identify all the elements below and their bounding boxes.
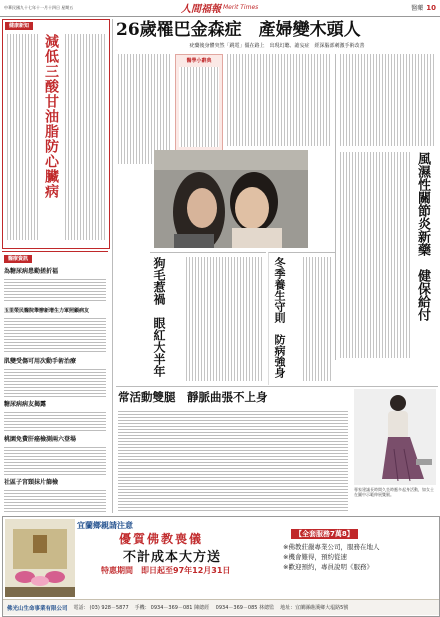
article-text-lines	[184, 257, 264, 381]
subhead-text: 疣藥後身體突然「跳電」僵在路上 出現幻聽、譫妄症 經深腦部刺激手術改善	[189, 43, 365, 49]
news-item-title: 為糖尿病患勤搓折福	[4, 268, 59, 275]
veins-headline: 常活動雙腿 靜脈曲張不上身	[118, 390, 268, 404]
dog-story	[150, 252, 266, 385]
news-item-title: 糖尿病病友揭露	[4, 401, 47, 408]
news-item-title: 社區子宮頸抹片篩檢	[4, 479, 59, 486]
article-text-lines	[5, 34, 39, 240]
news-item-title: 肌變受傷可用次動手術治療	[4, 358, 77, 365]
ad-footer-mobile: 0934－369－081 陳總經 0934－369－085 林總監	[150, 605, 275, 611]
section-label	[411, 3, 436, 12]
masthead	[0, 0, 440, 17]
ad-service-item: ※機會難得，預約從速	[283, 553, 347, 561]
veins-photo	[354, 389, 436, 485]
ad-brand: 優質佛教喪儀	[119, 532, 204, 546]
feature-vertical-title: 減低三酸甘油脂防心臟病	[43, 34, 59, 199]
article-text-lines	[338, 152, 410, 358]
ad-service-item: ※歡迎預約，專員說明《服務》	[283, 563, 373, 571]
headline-text: 26歲罹巴金森症 產婦變木頭人	[116, 20, 361, 40]
ad-photo-image	[5, 519, 75, 597]
ad-special-period: 特惠期間 即日起至97年12月31日	[101, 566, 231, 575]
winter-story-title: 冬季養生守則 防病強身	[273, 257, 286, 378]
winter-story	[268, 252, 335, 385]
ad-footer-mobile-label: 手機：	[134, 605, 150, 611]
main-photo	[154, 150, 308, 248]
ad-footer-company: 佛光山生命事業有限公司	[7, 605, 68, 612]
rheumatism-vertical-title: 風濕性關節炎新藥 健保給付	[415, 152, 430, 321]
column-divider	[112, 19, 113, 513]
issue-date: 中華民國九十七年十一月十四日 星期五	[4, 5, 74, 10]
logo-english: Merit Times	[223, 3, 259, 11]
dictionary-label: 醫學小辭典	[186, 58, 212, 64]
veins-photo-caption: 專家建議長時間久坐時應多起身活動，如女士在圖中示範伸展雙腿。	[354, 487, 434, 497]
logo-text: 人間福報	[181, 3, 221, 15]
ad-service-item: ※佛教莊嚴專業公司，服務在地人	[283, 543, 380, 551]
ad-notice: 宜蘭鄉親請注意	[77, 521, 133, 530]
ad-footer-phone-label: 電話：	[73, 605, 89, 611]
article-text-lines	[4, 367, 106, 397]
main-headline	[116, 20, 438, 50]
article-text-lines	[118, 409, 348, 511]
medical-info-box	[2, 251, 108, 514]
news-item-title: 桃園免費肝癌檢測兩六登場	[4, 436, 77, 443]
ad-photo	[5, 519, 75, 597]
article-text-lines	[4, 410, 106, 432]
ad-footer-phone: (03) 928－5877	[89, 605, 129, 611]
logo	[181, 1, 258, 13]
health-news-box	[2, 19, 110, 249]
ad-services-title: 【全套服務7萬8】	[291, 529, 358, 539]
article-text-lines	[301, 257, 333, 381]
article-text-lines	[116, 54, 172, 164]
article-text-lines	[4, 316, 106, 354]
section-name: 醫藥	[411, 5, 424, 12]
dog-story-title: 狗毛惹禍 眼紅大半年	[152, 257, 166, 377]
article-text-lines	[4, 488, 106, 512]
veins-photo-image	[354, 389, 436, 485]
news-item-title: 玉里榮民醫院舉辦新增生力軍照顧病友	[4, 308, 90, 314]
article-text-lines	[338, 54, 436, 146]
medical-dictionary-box	[175, 54, 223, 152]
advertisement	[2, 516, 440, 617]
section-tag-health: 健康新知	[5, 22, 33, 30]
article-text-lines	[179, 67, 219, 147]
photo-credit	[312, 150, 334, 248]
article-text-lines	[4, 277, 106, 303]
main-photo-image	[154, 150, 308, 248]
page-number: 10	[426, 3, 436, 12]
veins-story	[116, 386, 438, 515]
article-text-lines	[225, 54, 330, 146]
article-text-lines	[4, 445, 106, 475]
right-column-divider	[335, 54, 336, 360]
ad-footer	[3, 599, 439, 615]
article-text-lines	[63, 34, 107, 240]
ad-footer-address: 地址：宜蘭縣礁溪鄉大塭路5號	[280, 605, 349, 611]
ad-promo: 不計成本大方送	[123, 550, 222, 565]
section-tag-medical: 醫療資訊	[4, 255, 32, 263]
left-column	[2, 19, 110, 513]
ad-services-box	[283, 521, 433, 581]
